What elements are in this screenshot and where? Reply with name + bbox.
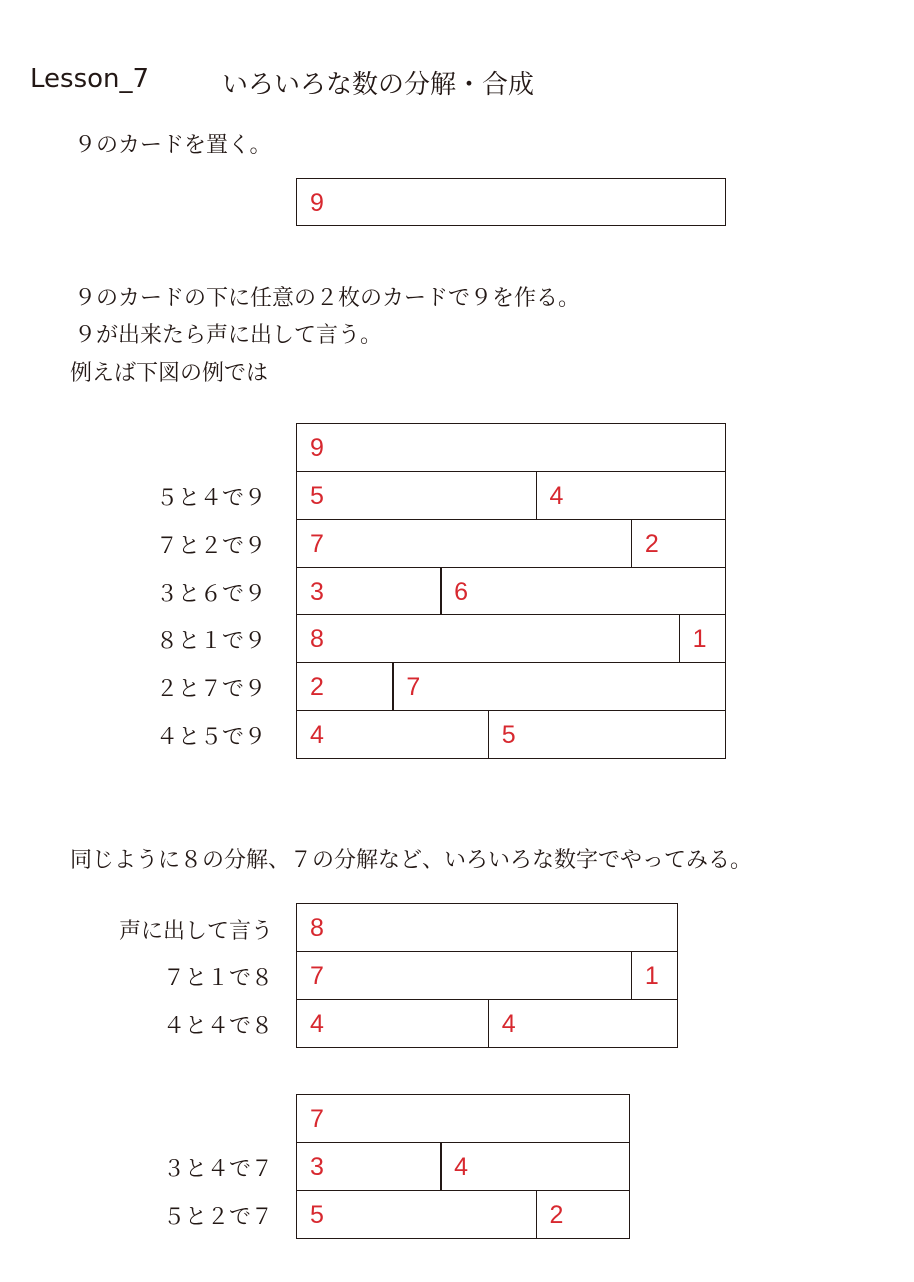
card-divider xyxy=(488,711,490,758)
card-number: 9 xyxy=(310,434,324,462)
card-divider xyxy=(631,520,633,567)
equation-label: ５と４で９ xyxy=(155,486,266,511)
card-number-second: 4 xyxy=(454,1153,468,1181)
equation-label: ５と２で７ xyxy=(162,1204,273,1230)
card-number-first: 5 xyxy=(310,1200,324,1229)
card-total-9 xyxy=(296,423,726,472)
instruction-example: 例えば下図の例では xyxy=(70,361,269,386)
instruction-make-nine: ９のカードの下に任意の２枚のカードで９を作る。 xyxy=(74,286,581,311)
equation-label: ４と５で９ xyxy=(155,725,266,750)
card-number-second: 1 xyxy=(644,962,659,990)
equation-label: ７と２で９ xyxy=(155,533,266,559)
decomposition-card-row xyxy=(296,710,726,759)
instruction-other-numbers: 同じように８の分解、７の分解など、いろいろな数字でやってみる。 xyxy=(70,848,753,873)
card-number-first: 4 xyxy=(310,721,324,749)
card-number-second: 4 xyxy=(501,1009,516,1038)
equation-label: ８と１で９ xyxy=(155,629,266,655)
card-number-second: 7 xyxy=(406,673,421,702)
instruction-place-card: ９のカードを置く。 xyxy=(74,133,272,158)
equation-label: ７と１で８ xyxy=(162,966,273,991)
card-total-8 xyxy=(296,903,678,952)
card-number-second: 2 xyxy=(644,529,659,558)
equation-label: ３と４で７ xyxy=(162,1157,273,1182)
equation-label: ３と６で９ xyxy=(155,581,266,607)
card-number-first: 3 xyxy=(310,577,324,606)
equation-label: ４と４で８ xyxy=(162,1013,273,1039)
card-number: 7 xyxy=(310,1105,324,1133)
card-number-first: 7 xyxy=(310,529,324,558)
card-divider xyxy=(631,952,633,999)
decomposition-card-row xyxy=(296,519,726,568)
card-divider xyxy=(440,1143,442,1190)
card-divider xyxy=(440,568,442,615)
instruction-say-aloud: ９が出来たら声に出して言う。 xyxy=(74,323,383,348)
card-number: 8 xyxy=(310,914,324,942)
card-divider xyxy=(536,1191,538,1238)
card-number-second: 6 xyxy=(454,577,468,606)
decomposition-card-row xyxy=(296,567,726,616)
card-divider xyxy=(392,663,394,710)
card-number-second: 4 xyxy=(549,482,564,510)
card-number-second: 1 xyxy=(692,625,707,654)
card-number-first: 5 xyxy=(310,482,324,510)
card-divider xyxy=(488,1000,490,1047)
decomposition-card-row xyxy=(296,662,726,711)
decomposition-card-row xyxy=(296,999,678,1048)
card-number-first: 8 xyxy=(310,625,324,654)
card-number-second: 5 xyxy=(501,721,516,749)
equation-label: ２と７で９ xyxy=(155,677,266,703)
decomposition-card-row xyxy=(296,471,726,520)
card-total-9 xyxy=(296,178,726,226)
card-number-first: 7 xyxy=(310,962,324,990)
decomposition-card-row xyxy=(296,614,726,663)
card-number-first: 4 xyxy=(310,1009,324,1038)
say-aloud-label: 声に出して言う xyxy=(118,919,273,944)
decomposition-card-row xyxy=(296,1142,630,1191)
card-divider xyxy=(679,615,681,662)
page-title: いろいろな数の分解・合成 xyxy=(222,70,535,100)
decomposition-card-row xyxy=(296,951,678,1000)
decomposition-card-row xyxy=(296,1190,630,1239)
lesson-number: Lesson_7 xyxy=(30,64,150,94)
card-number-second: 2 xyxy=(549,1200,564,1229)
card-number: 9 xyxy=(310,189,324,217)
card-number-first: 2 xyxy=(310,673,324,702)
card-divider xyxy=(536,472,538,519)
card-number-first: 3 xyxy=(310,1153,324,1181)
card-total-7 xyxy=(296,1094,630,1143)
